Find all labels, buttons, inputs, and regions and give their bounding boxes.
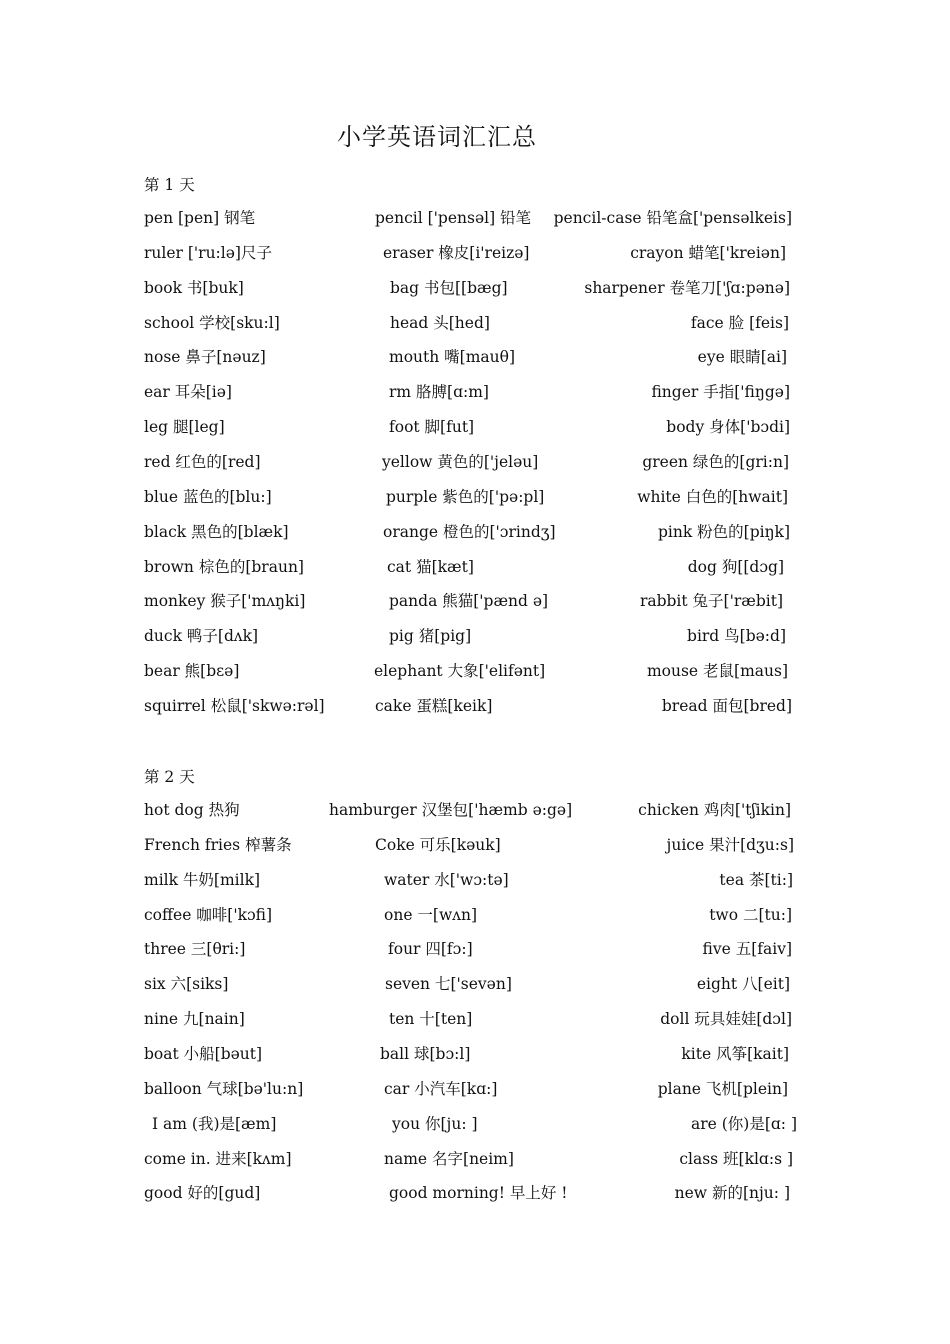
vocab-entry: pencil ['pensəl] 铅笔 [375,209,532,227]
vocab-entry: black 黑色的[blæk] [144,522,289,541]
vocab-entry: finger 手指['fiŋgə] [651,383,790,402]
vocab-entry: good morning! 早上好 ! [389,1184,568,1203]
vocab-entry: ruler ['ru:lə]尺子 [144,243,272,262]
page-title: 小学英语词汇汇总 [337,123,537,151]
vocab-entry: boat 小船[bəut] [144,1044,263,1063]
vocab-entry: cake 蛋糕[keik] [375,696,493,715]
vocab-entry: four 四[fɔ:] [388,940,473,959]
vocab-entry: body 身体['bɔdi] [666,418,790,437]
vocab-entry: two 二[tu:] [709,905,792,924]
vocab-entry: eye 眼睛[ai] [697,348,787,367]
vocab-entry: ear 耳朵[iə] [144,383,232,402]
vocab-entry: balloon 气球[bə'lu:n] [144,1079,304,1098]
vocab-entry: come in. 进来[kʌm] [144,1149,292,1168]
vocab-entry: pencil-case 铅笔盒['pensəlkeis] [553,209,792,227]
vocab-entry: name 名字[neim] [384,1149,514,1168]
vocab-entry: book 书[buk] [144,278,244,297]
vocab-entry: school 学校[sku:l] [144,313,280,332]
vocab-entry: class 班[klɑ:s ] [679,1149,793,1168]
vocab-entry: five 五[faiv] [702,940,792,959]
vocab-entry: brown 棕色的[braun] [144,557,304,576]
vocab-entry: mouth 嘴[mauθ] [389,348,515,367]
vocab-entry: Coke 可乐[kəuk] [375,835,501,854]
vocab-entry: are (你)是[ɑ: ] [690,1114,797,1133]
vocab-entry: coffee 咖啡['kɔfi] [144,905,273,924]
vocab-entry: you 你[ju: ] [392,1114,478,1133]
vocab-entry: milk 牛奶[milk] [144,870,261,889]
vocab-entry: nine 九[nain] [144,1010,245,1029]
vocab-entry: seven 七['sevən] [385,975,512,994]
vocab-entry: foot 脚[fut] [389,418,475,437]
vocab-entry: rabbit 兔子['ræbit] [639,592,783,611]
vocab-entry: pig 猪[pig] [389,627,472,646]
vocab-entry: purple 紫色的['pə:pl] [386,487,545,506]
vocab-entry: dog 狗[[dɔg] [687,557,784,576]
vocab-entry: tea 茶[ti:] [719,870,793,889]
vocab-entry: elephant 大象['elifənt] [374,662,546,681]
vocab-entry: bread 面包[bred] [661,696,792,715]
vocab-entry: blue 蓝色的[blu:] [144,487,272,506]
vocab-entry: bird 鸟[bə:d] [687,627,786,646]
vocab-entry: plane 飞机[plein] [657,1079,788,1098]
vocab-entry: orange 橙色的['ɔrindʒ] [383,522,556,541]
vocab-entry: ten 十[ten] [389,1010,473,1029]
vocab-entry: one 一[wʌn] [384,905,478,924]
vocab-entry: chicken 鸡肉['tʃikin] [638,801,791,819]
vocab-entry: bear 熊[bɛə] [144,662,240,681]
vocab-entry: nose 鼻子[nəuz] [144,348,266,367]
vocab-entry: water 水['wɔ:tə] [384,870,509,889]
vocab-entry: mouse 老鼠[maus] [646,662,788,681]
vocab-entry: hot dog 热狗 [144,801,240,819]
vocab-entry: six 六[siks] [144,975,229,994]
vocab-entry: eight 八[eit] [696,975,790,994]
vocab-entry: red 红色的[red] [144,452,261,471]
vocab-entry: white 白色的[hwait] [637,487,788,506]
vocab-entry: ball 球[bɔ:l] [380,1044,471,1063]
vocab-entry: green 绿色的[gri:n] [642,452,789,471]
vocab-entry: I am (我)是[æm] [152,1114,277,1133]
vocab-entry: bag 书包[[bæg] [390,278,508,297]
vocab-entry: pen [pen] 钢笔 [144,209,256,227]
vocab-entry: eraser 橡皮[i'reizə] [383,243,530,262]
vocab-entry: good 好的[gud] [144,1184,261,1203]
vocab-entry: cat 猫[kæt] [387,557,474,576]
vocab-entry: three 三[θri:] [144,940,246,959]
vocab-entry: doll 玩具娃娃[dɔl] [660,1010,792,1029]
vocab-entry: car 小汽车[kɑ:] [384,1079,498,1098]
vocab-entry: yellow 黄色的['jeləu] [382,452,539,471]
vocab-entry: panda 熊猫['pænd ə] [389,592,549,611]
vocab-entry: pink 粉色的[piŋk] [657,522,790,541]
vocab-entry: monkey 猴子['mʌŋki] [144,592,306,611]
vocab-entry: face 脸 [feis] [690,313,789,332]
vocab-entry: head 头[hed] [390,313,490,332]
vocab-entry: rm 胳膊[ɑ:m] [389,383,489,402]
vocab-entry: kite 风筝[kait] [681,1044,789,1063]
day-heading: 第 2 天 [144,768,195,786]
vocab-entry: sharpener 卷笔刀['ʃɑ:pənə] [584,278,790,297]
vocab-entry: duck 鸭子[dʌk] [144,627,259,646]
vocab-entry: new 新的[nju: ] [674,1184,790,1203]
vocab-entry: French fries 榨薯条 [144,835,292,854]
vocab-entry: juice 果汁[dʒu:s] [666,835,794,854]
vocab-entry: squirrel 松鼠['skwə:rəl] [144,696,325,715]
vocab-entry: hamburger 汉堡包['hæmb ə:gə] [329,801,573,819]
day-heading: 第 1 天 [144,176,195,194]
vocab-entry: leg 腿[leg] [144,418,225,437]
vocab-entry: crayon 蜡笔['kreiən] [630,243,786,262]
